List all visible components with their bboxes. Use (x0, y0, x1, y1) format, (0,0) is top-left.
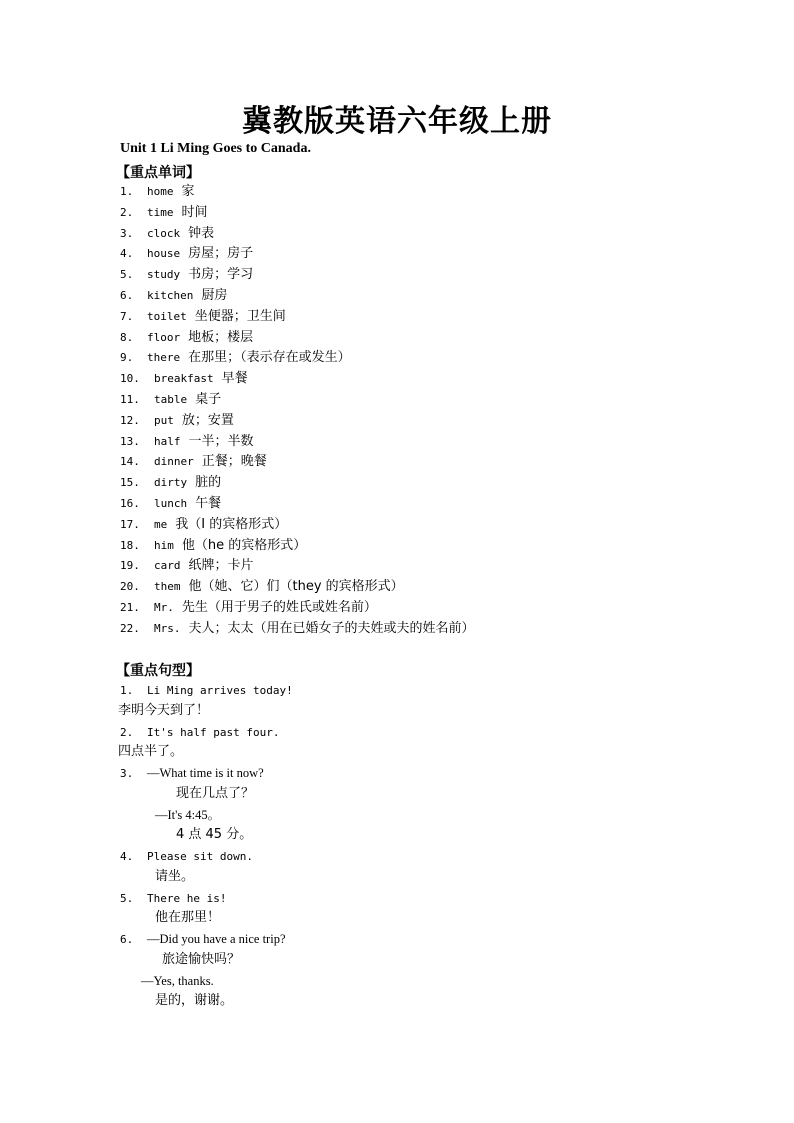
vocab-meaning: 书房；学习 (188, 267, 254, 283)
sentence-number: 6. (120, 933, 134, 946)
vocab-word: clock (147, 226, 181, 240)
vocab-item (120, 204, 208, 221)
sentence-4 (120, 848, 253, 865)
vocab-word: time (147, 205, 174, 219)
sentence-6-question-translation: 旅途愉快吗？ (162, 952, 241, 967)
vocab-meaning: 先生（用于男子的姓氏或姓名前） (181, 600, 377, 615)
vocab-word: card (154, 559, 181, 573)
vocab-word: lunch (154, 497, 188, 510)
sentence-2-translation: 四点半了。 (118, 744, 184, 759)
vocab-meaning: 坐便器；卫生间 (194, 308, 286, 324)
vocab-number: 19. (120, 559, 140, 573)
vocab-item (120, 287, 227, 304)
sentence-3-question-translation: 现在几点了？ (176, 786, 255, 801)
vocab-item (120, 557, 254, 574)
sentence-question: —What time is it now? (147, 766, 264, 780)
sentence-3-answer-translation: 4 点 45 分。 (176, 827, 253, 842)
vocab-word: kitchen (147, 289, 194, 302)
vocab-meaning: 他（她、它）们（they 的宾格形式） (188, 579, 404, 595)
vocab-item (120, 183, 195, 200)
vocab-item (120, 474, 221, 491)
vocab-item (120, 599, 377, 616)
vocab-meaning: 早餐 (221, 371, 248, 387)
vocab-number: 17. (120, 517, 140, 531)
vocab-number: 2. (120, 205, 134, 219)
vocab-word: floor (147, 330, 181, 344)
vocab-meaning: 脏的 (195, 475, 222, 491)
sentence-6 (120, 931, 286, 948)
sentence-6-answer: —Yes, thanks. (141, 974, 214, 988)
sentence-5-translation: 他在那里！ (155, 910, 221, 925)
vocab-meaning: 纸牌；卡片 (188, 558, 254, 574)
vocab-number: 4. (120, 247, 134, 261)
vocab-meaning: 地板；楼层 (188, 329, 254, 345)
sentence-number: 5. (120, 892, 134, 905)
vocab-item (120, 308, 286, 325)
vocab-number: 18. (120, 538, 140, 552)
vocab-item (120, 578, 404, 595)
vocab-meaning: 他（he 的宾格形式） (181, 537, 307, 553)
vocab-item (120, 245, 253, 262)
vocab-meaning: 放；安置 (181, 412, 234, 428)
sentence-english: Li Ming arrives today! (147, 684, 293, 697)
vocab-item (120, 516, 287, 533)
vocab-word: there (147, 351, 181, 365)
vocab-meaning: 家 (181, 184, 195, 199)
vocab-number: 5. (120, 268, 134, 282)
sentence-number: 4. (120, 850, 134, 863)
vocab-item (120, 266, 253, 283)
vocab-item (120, 433, 254, 450)
vocab-word: half (154, 434, 181, 448)
vocab-meaning: 我（I 的宾格形式） (175, 516, 288, 532)
sentence-english: It's half past four. (147, 726, 280, 739)
vocab-number: 22. (120, 621, 140, 635)
vocab-number: 21. (120, 601, 140, 614)
sentence-number: 2. (120, 726, 134, 739)
sentence-english: There he is! (147, 892, 227, 905)
vocab-meaning: 午餐 (195, 496, 222, 511)
vocab-meaning: 厨房 (201, 288, 228, 303)
vocab-meaning: 夫人；太太（用在已婚女子的夫姓或夫的姓名前） (188, 620, 475, 636)
sentence-4-translation: 请坐。 (155, 869, 195, 884)
sentence-1-translation: 李明今天到了！ (118, 703, 210, 718)
vocab-meaning: 桌子 (195, 392, 222, 407)
sentence-english: Please sit down. (147, 850, 253, 863)
sentence-3-answer: —It's 4:45。 (155, 808, 221, 822)
vocab-item (120, 453, 267, 470)
vocab-number: 10. (120, 372, 140, 386)
vocab-meaning: 正餐；晚餐 (201, 454, 267, 470)
vocab-word: dirty (154, 476, 188, 490)
sentence-6-answer-translation: 是的，谢谢。 (155, 993, 234, 1008)
vocab-item (120, 537, 306, 554)
vocab-item (120, 370, 248, 387)
sentence-1 (120, 682, 293, 699)
vocab-word: house (147, 247, 181, 261)
vocab-number: 7. (120, 309, 134, 323)
vocab-meaning: 在那里；（表示存在或发生） (188, 350, 351, 366)
sentence-2 (120, 724, 279, 741)
sentence-number: 3. (120, 767, 134, 780)
vocab-number: 20. (120, 580, 140, 594)
vocab-word: toilet (147, 309, 187, 323)
vocab-word: him (154, 538, 174, 552)
vocab-word: Mr. (154, 601, 174, 614)
sentence-question: —Did you have a nice trip? (147, 932, 286, 946)
vocab-meaning: 房屋；房子 (188, 246, 254, 262)
sentence-number: 1. (120, 684, 134, 697)
vocab-meaning: 一半；半数 (188, 433, 254, 449)
sentence-heading: 【重点句型】 (116, 663, 200, 679)
vocab-word: them (154, 580, 181, 594)
vocab-number: 14. (120, 455, 140, 469)
vocab-meaning: 时间 (181, 204, 208, 220)
vocab-number: 6. (120, 289, 134, 302)
vocab-word: home (147, 185, 174, 198)
vocab-item (120, 329, 253, 346)
sentence-5 (120, 890, 226, 907)
vocab-number: 11. (120, 393, 140, 406)
vocab-word: study (147, 268, 181, 282)
sentence-3 (120, 765, 264, 782)
vocab-word: me (154, 517, 168, 531)
vocab-item (120, 620, 475, 637)
vocab-number: 3. (120, 226, 134, 240)
vocab-number: 9. (120, 351, 134, 365)
vocab-number: 8. (120, 330, 134, 344)
page-title: 冀教版英语六年级上册 (242, 104, 552, 139)
vocab-item (120, 412, 234, 429)
vocab-item (120, 495, 221, 512)
vocab-number: 12. (120, 413, 140, 427)
vocab-number: 1. (120, 185, 134, 198)
vocab-item (120, 391, 221, 408)
vocab-number: 13. (120, 434, 140, 448)
vocab-word: put (154, 413, 174, 427)
vocab-word: breakfast (154, 372, 214, 386)
vocab-word: Mrs. (154, 621, 181, 635)
unit-title: Unit 1 Li Ming Goes to Canada. (120, 141, 311, 156)
vocab-word: dinner (154, 455, 194, 469)
vocab-number: 16. (120, 497, 140, 510)
vocab-meaning: 钟表 (188, 225, 215, 241)
vocab-word: table (154, 393, 188, 406)
vocab-item (120, 349, 351, 366)
vocab-item (120, 225, 214, 242)
vocab-number: 15. (120, 476, 140, 490)
vocab-heading: 【重点单词】 (116, 165, 200, 181)
